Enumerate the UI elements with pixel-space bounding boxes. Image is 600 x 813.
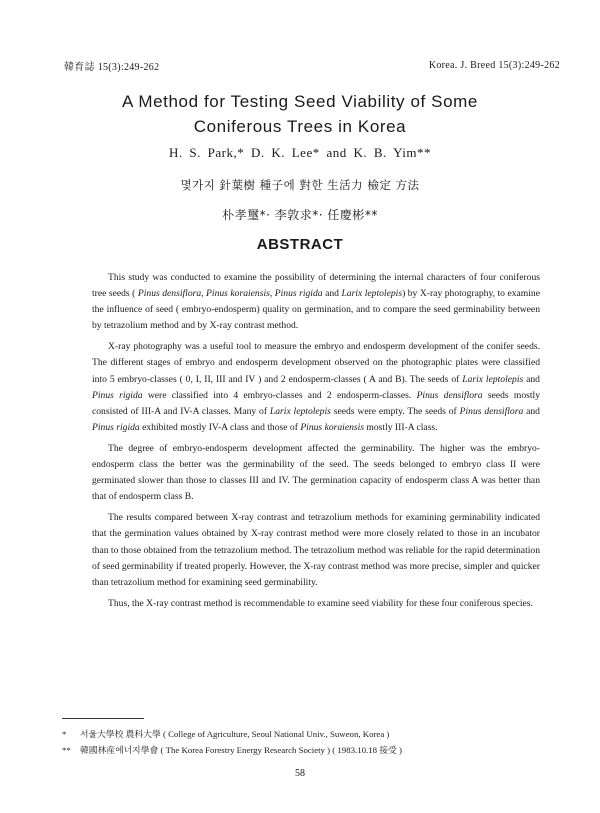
text-run: mostly III-A class. (364, 421, 438, 433)
abstract-paragraph (92, 270, 540, 334)
abstract-body (92, 270, 540, 617)
text-run: exhibited mostly IV-A class and those of (139, 421, 301, 433)
footnote-text: 韓國林産에너지學會 ( The Korea Forestry Energy Research Society ) ( 1983.10.18 接受 ) (80, 745, 402, 755)
abstract-paragraph (92, 441, 540, 505)
text-run: and (523, 405, 540, 417)
abstract-paragraph (92, 510, 540, 590)
text-run: seeds mostly consisted of III-A and IV-A classes. Many of (92, 389, 540, 417)
footnotes (62, 726, 402, 758)
korean-author-list: 朴孝璽*· 李敦求*· 任慶彬** (222, 208, 378, 222)
species-name: Pinus densiflora (459, 405, 524, 417)
species-name: Larix leptolepis (341, 288, 403, 300)
journal-header-english: Korea. J. Breed 15(3):249-262 (428, 60, 560, 71)
species-name: Pinus koraiensis (300, 421, 365, 433)
text-run: ) by X-ray photography, to examine the influence of seed ( embryo-endosperm) quality on germination, and to compare the seed germinability between by tetrazolium method and by X-ray contrast method. (92, 288, 540, 332)
footnote-mark: * (62, 729, 67, 739)
footnote-divider (62, 718, 144, 719)
species-name: Pinus rigida (92, 421, 140, 433)
korean-title: 몇가지 針葉樹 種子에 對한 生活力 檢定 方法 (180, 178, 420, 192)
species-name: Larix leptolepis (462, 373, 524, 385)
species-name: Pinus densiflora, Pinus koraiensis, Pinus rigida (137, 288, 323, 300)
journal-header-korean: 韓育誌 15(3):249-262 (64, 62, 160, 73)
text-run: seeds were empty. The seeds of (330, 405, 460, 417)
footnote (62, 726, 402, 742)
author-list: H. S. Park,* D. K. Lee* and K. B. Yim** (169, 145, 431, 160)
footnote (62, 742, 402, 758)
text-run: X-ray photography was a useful tool to measure the embryo and endosperm development of the conifer seeds. The different stages of embryo and endosperm development observed on the photographic plates were classified into 5 embryo-classes ( 0, I, II, III and IV ) and 2 endosperm-classes ( A and B). The seeds of (92, 341, 540, 385)
abstract-paragraph (92, 339, 540, 436)
abstract-heading: ABSTRACT (256, 236, 344, 253)
abstract-paragraph (92, 596, 540, 612)
species-name: Larix leptolepis (269, 405, 331, 417)
text-run: The degree of embryo-endosperm development affected the germinability. The higher was the embryo-endosperm class the better was the germinability of the seed. The seeds belonged to embryo class II were germinated slower than those to classes III and IV. The germination capacity of endosperm class A was better than that of endosperm class B. (92, 442, 540, 503)
text-run: and (523, 373, 540, 385)
text-run: and (322, 288, 342, 300)
text-run: The results compared between X-ray contrast and tetrazolium methods for examining germinability indicated that the germination values obtained by X-ray contrast method were more closely related to those in an incubator than to those obtained from the tetrazolium method. The tetrazolium method was reliable for the rapid determination of seed germinability if treated properly. However, the X-ray contrast method was more precise, simpler and quicker than tetrazolium method for examining seed germinability. (92, 512, 540, 588)
footnote-mark: ** (62, 745, 71, 755)
paper-title-line-2: Coniferous Trees in Korea (193, 117, 407, 136)
text-run: This study was conducted to examine the possibility of determining the internal characters of four coniferous tree seeds ( (92, 272, 540, 300)
text-run: were classified into 4 embryo-classes and 2 endosperm-classes. (142, 389, 417, 401)
paper-title-line-1: A Method for Testing Seed Viability of Some (122, 92, 478, 111)
footnote-text: 서울大學校 農科大學 ( College of Agriculture, Seoul National Univ., Suweon, Korea ) (80, 729, 390, 739)
species-name: Pinus densiflora (416, 389, 483, 401)
text-run: Thus, the X-ray contrast method is recommendable to examine seed viability for these four coniferous species. (108, 597, 533, 609)
species-name: Pinus rigida (92, 389, 143, 401)
page-number: 58 (295, 768, 305, 779)
